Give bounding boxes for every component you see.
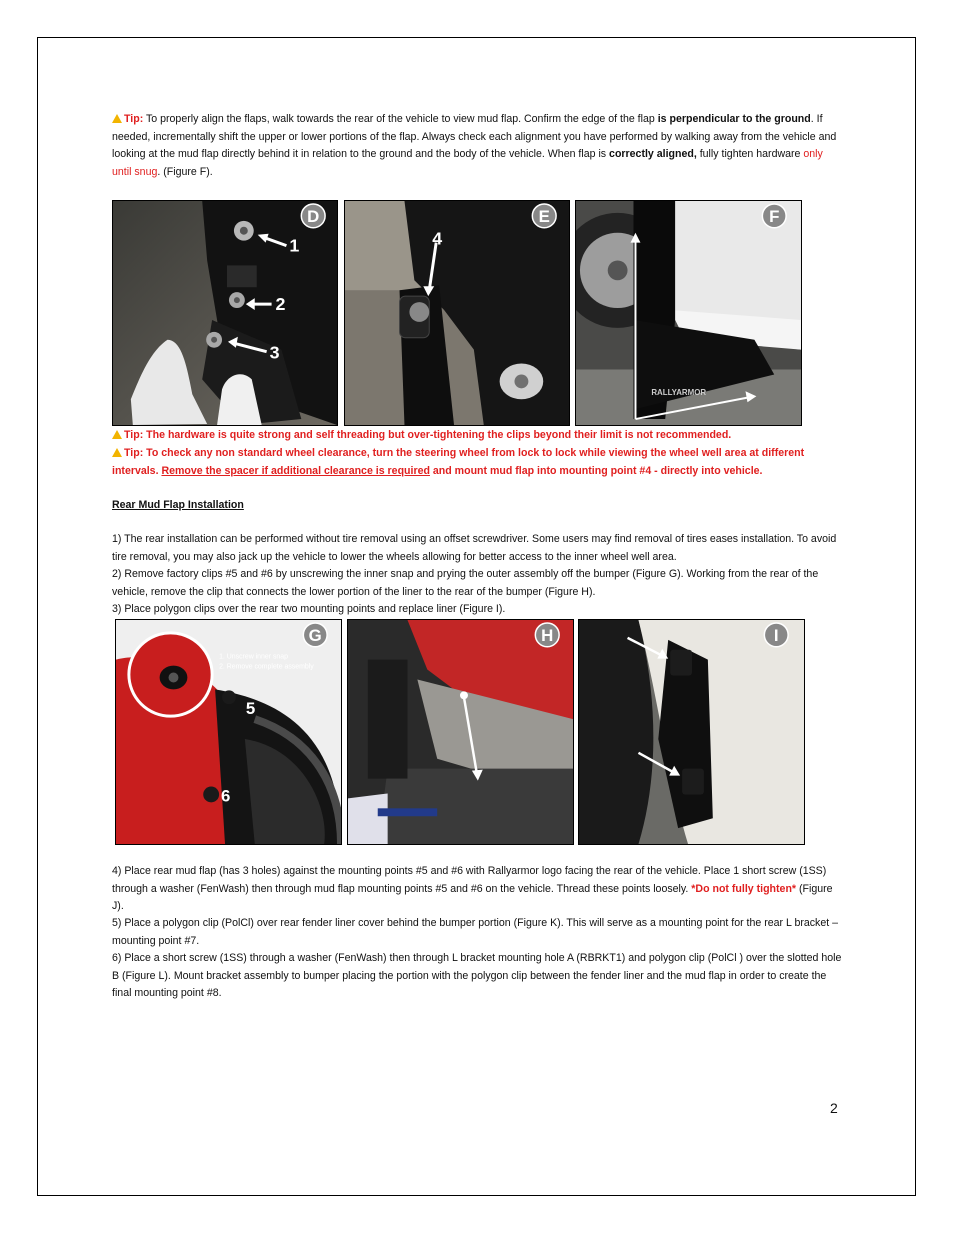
figure-i-photo bbox=[578, 619, 805, 845]
figure-h-label: H bbox=[541, 625, 554, 645]
callout-4: 4 bbox=[432, 228, 443, 249]
figure-h-image bbox=[348, 620, 573, 844]
tip-paragraph-clearance: Tip: To check any non standard wheel clearance, turn the steering wheel from lock to lock while viewing the wheel well area at different intervals. Remove the spacer if additional clearance is required and mount mud flap into mounting point #4 - directly into vehicle. bbox=[112, 447, 805, 477]
tip-label: Tip: bbox=[124, 113, 144, 125]
figure-e-photo bbox=[344, 200, 570, 426]
figure-i-label: I bbox=[773, 625, 779, 645]
figure-f-photo bbox=[575, 200, 802, 426]
tip-paragraph-hardware: Tip: The hardware is quite strong and self threading but over-tightening the clips beyond their limit is not recommended. bbox=[112, 427, 842, 445]
figure-e-image bbox=[345, 201, 569, 425]
figure-i-image bbox=[579, 620, 804, 844]
figure-d-photo bbox=[112, 200, 338, 426]
callout-6: 6 bbox=[221, 786, 231, 806]
callout-3: 3 bbox=[269, 342, 280, 363]
inset-instruction-2: 2. Remove complete assembly bbox=[219, 663, 314, 671]
step-2: 2) Remove factory clips #5 and #6 by unscrewing the inner snap and prying the outer assembly off the bumper (Figure G). Working from the rear of the vehicle, remove the clip that connects the lower portion of the liner to the rear of the bumper (Figure H). bbox=[112, 568, 819, 598]
tip-paragraph-alignment: Tip: To properly align the flaps, walk towards the rear of the vehicle to view mud flap. Confirm the edge of the flap is perpendicular to the ground. If needed, incrementally shift the upper or lower portions of the flap. Always check each alignment you have performed by walking away from the vehicle and looking at the mud flap directly behind it in relation to the ground and the body of the vehicle. When flap is correctly aligned, fully tighten hardware only until snug. (Figure F). bbox=[112, 113, 837, 178]
figure-h-photo bbox=[347, 619, 574, 845]
rallyarmor-logo: RALLYARMOR bbox=[651, 388, 707, 398]
step-1: 1) The rear installation can be performed without tire removal using an offset screwdriver. Some users may find removal of tires eases installation. To avoid tire removal, you may also jack up the vehicle to lower the wheels allowing for better access to the inner wheel well area. bbox=[112, 533, 837, 563]
figure-g-label: G bbox=[308, 625, 322, 645]
warning-icon bbox=[112, 448, 122, 457]
figure-d-label: D bbox=[307, 206, 320, 226]
callout-5: 5 bbox=[245, 699, 256, 719]
step-5: 5) Place a polygon clip (PolCl) over rear fender liner cover behind the bumper portion (Figure K). This will serve as a mounting point for the rear L bracket – mounting point #7. bbox=[112, 917, 839, 947]
figure-e-label: E bbox=[538, 206, 550, 226]
figure-f-image bbox=[576, 201, 801, 425]
section-title: Rear Mud Flap Installation bbox=[112, 499, 244, 511]
page-number: 2 bbox=[830, 1100, 838, 1116]
step-4: 4) Place rear mud flap (has 3 holes) against the mounting points #5 and #6 with Rallyarmor logo facing the rear of the vehicle. Place 1 short screw (1SS) through a washer (FenWash) then through mud flap mounting points #5 and #6 on the vehicle. Thread these points loosely. *Do not fully tighten* (Figure J). bbox=[112, 865, 833, 913]
step-6: 6) Place a short screw (1SS) through a washer (FenWash) then through L bracket mounting hole A (RBRKT1) and polygon clip (PolCl ) over the slotted hole B (Figure L). Mount bracket assembly to bumper placing the portion with the polygon clip between the fender liner and the mud flap in order to create the final mounting point #8. bbox=[112, 952, 842, 1000]
figure-d-image bbox=[113, 201, 337, 425]
figure-g-image bbox=[116, 620, 341, 844]
warning-icon bbox=[112, 430, 122, 439]
figure-g-photo bbox=[115, 619, 342, 845]
warning-icon bbox=[112, 114, 122, 123]
inset-instruction-1: 1. Unscrew inner snap bbox=[219, 653, 288, 661]
callout-2: 2 bbox=[275, 294, 286, 315]
figure-f-label: F bbox=[769, 206, 780, 226]
step-3: 3) Place polygon clips over the rear two mounting points and replace liner (Figure I). bbox=[112, 603, 506, 615]
callout-1: 1 bbox=[289, 235, 300, 256]
